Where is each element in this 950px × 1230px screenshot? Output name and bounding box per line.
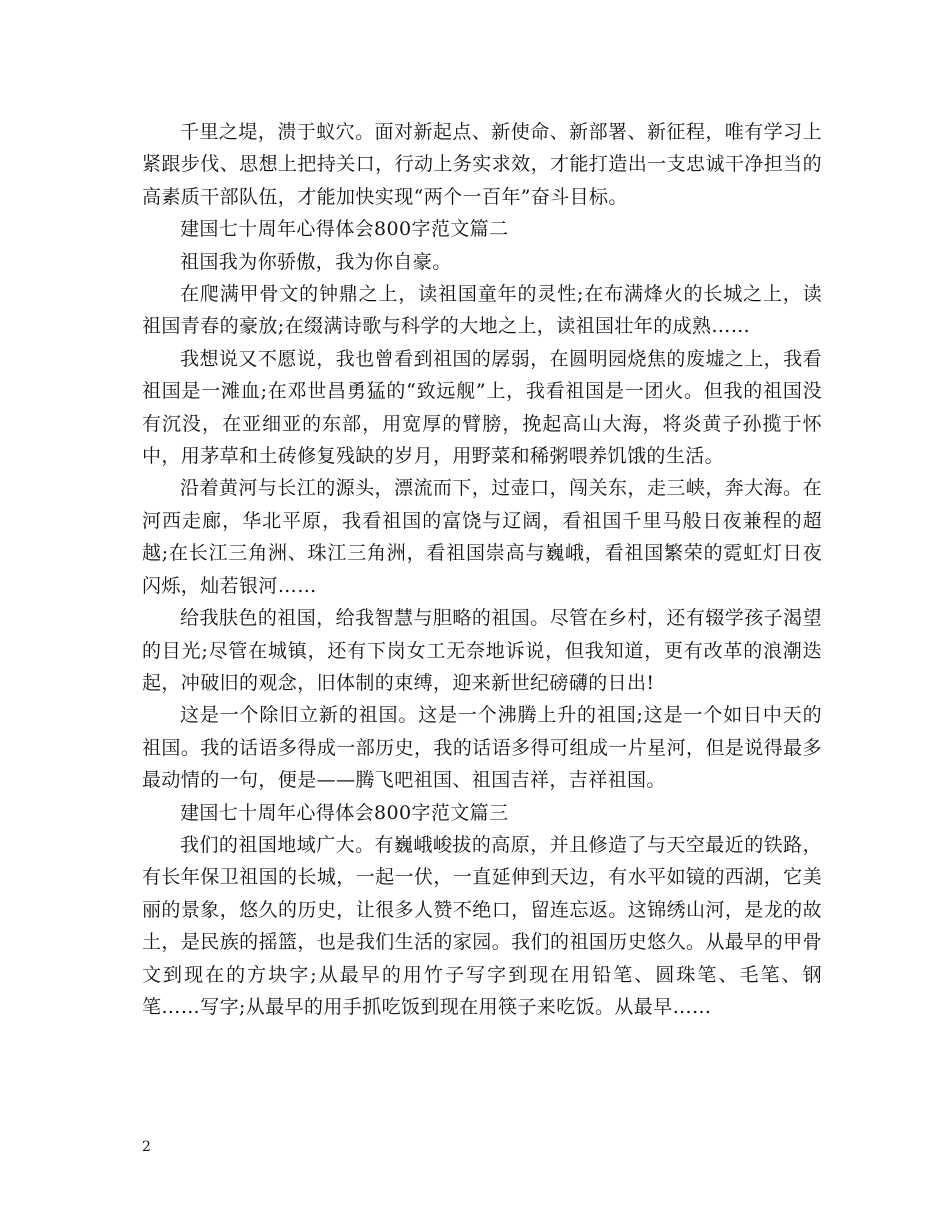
paragraph-1: 千里之堤，溃于蚁穴。面对新起点、新使命、新部署、新征程，唯有学习上紧跟步伐、思想上把持关口，行动上务实求效，才能打造出一支忠诚干净担当的高素质干部队伍，才能加快实现“两个一百年”奋斗目标。 [142, 121, 822, 208]
section-heading-2: 建国七十周年心得体会800字范文篇二 [180, 218, 509, 241]
document-body [142, 116, 822, 1023]
paragraph-2: 祖国我为你骄傲，我为你自豪。 [180, 250, 452, 273]
paragraph-6: 给我肤色的祖国，给我智慧与胆略的祖国。尽管在乡村，还有辍学孩子渴望的目光;尽管在城镇，还有下岗女工无奈地诉说，但我知道，更有改革的浪潮迭起，冲破旧的观念，旧体制的束缚，迎来新世纪磅礴的日出! [142, 607, 822, 694]
paragraph-3: 在爬满甲骨文的钟鼎之上，读祖国童年的灵性;在布满烽火的长城之上，读祖国青春的豪放;在缀满诗歌与科学的大地之上，读祖国壮年的成熟…… [142, 283, 822, 338]
paragraph-8: 我们的祖国地域广大。有巍峨峻拔的高原，并且修造了与天空最近的铁路，有长年保卫祖国的长城，一起一伏，一直延伸到天边，有水平如镜的西湖，它美丽的景象，悠久的历史，让很多人赞不绝口，留连忘返。这锦绣山河，是龙的故土，是民族的摇篮，也是我们生活的家园。我们的祖国历史悠久。从最早的甲骨文到现在的方块字;从最早的用竹子写字到现在用铅笔、圆珠笔、毛笔、钢笔……写字;从最早的用手抓吃饭到现在用筷子来吃饭。从最早…… [142, 833, 822, 1018]
section-heading-3: 建国七十周年心得体会800字范文篇三 [180, 801, 509, 824]
page-number: 2 [142, 1139, 151, 1155]
paragraph-4: 我想说又不愿说，我也曾看到祖国的孱弱，在圆明园烧焦的废墟之上，我看祖国是一滩血;在邓世昌勇猛的“致远舰”上，我看祖国是一团火。但我的祖国没有沉没，在亚细亚的东部，用宽厚的臂膀，挽起高山大海，将炎黄子孙揽于怀中，用茅草和土砖修复残缺的岁月，用野菜和稀粥喂养饥饿的生活。 [142, 347, 822, 468]
paragraph-5: 沿着黄河与长江的源头，漂流而下，过壶口，闯关东，走三峡，奔大海。在河西走廊，华北平原，我看祖国的富饶与辽阔，看祖国千里马般日夜兼程的超越;在长江三角洲、珠江三角洲，看祖国崇高与巍峨，看祖国繁荣的霓虹灯日夜闪烁，灿若银河…… [142, 477, 822, 597]
paragraph-7: 这是一个除旧立新的祖国。这是一个沸腾上升的祖国;这是一个如日中天的祖国。我的话语多得成一部历史，我的话语多得可组成一片星河，但是说得最多最动情的一句，便是——腾飞吧祖国、祖国吉祥，吉祥祖国。 [142, 704, 822, 792]
